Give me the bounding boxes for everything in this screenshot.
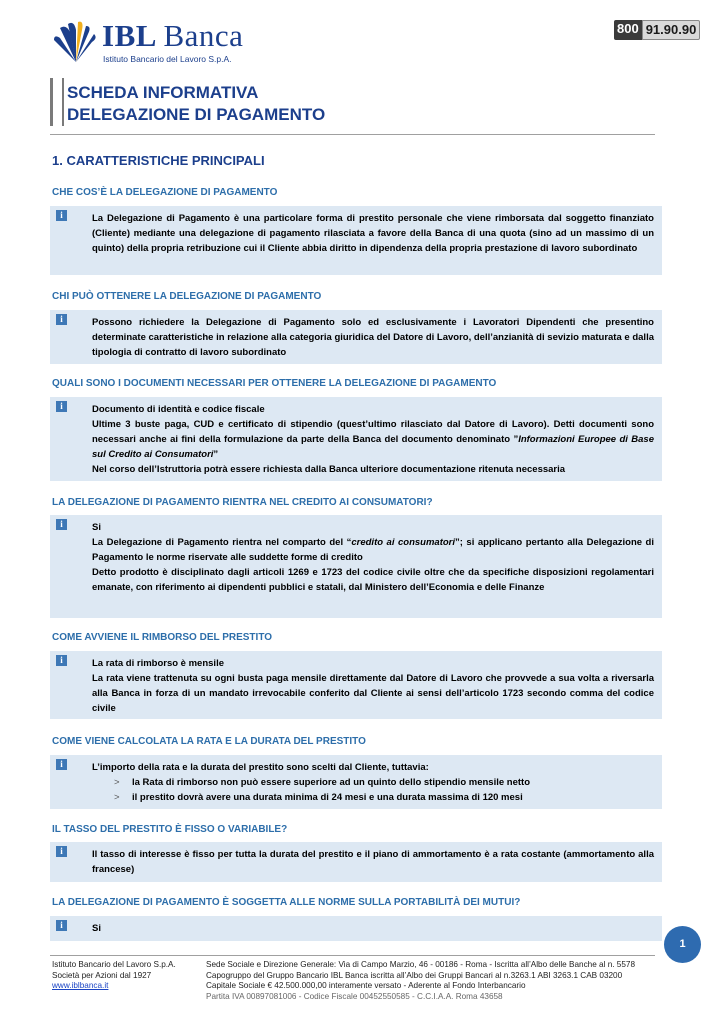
section-title: IL TASSO DEL PRESTITO È FISSO O VARIABILE? [52, 824, 288, 835]
chevron-right-icon: > [114, 777, 120, 788]
chevron-right-icon: > [114, 792, 120, 803]
section-title: LA DELEGAZIONE DI PAGAMENTO È SOGGETTA ALLE NORME SULLA PORTABILITÀ DEI MUTUI? [52, 897, 521, 908]
info-icon: i [56, 759, 67, 770]
section-title: LA DELEGAZIONE DI PAGAMENTO RIENTRA NEL CREDITO AI CONSUMATORI? [52, 497, 433, 508]
info-box: i Il tasso di interesse è fisso per tutta la durata del prestito e il piano di ammortamento è a rata costante (ammortamento alla francese) [50, 842, 662, 882]
list-item: > la Rata di rimborso non può essere superiore ad un quinto dello stipendio mensile netto [114, 777, 530, 788]
title-bars-decoration [50, 78, 64, 126]
logo-wordmark: IBL Banca [102, 18, 244, 53]
footer-divider [50, 955, 655, 956]
section-heading: 1. CARATTERISTICHE PRINCIPALI [52, 153, 265, 168]
info-icon: i [56, 519, 67, 530]
section-title: COME AVVIENE IL RIMBORSO DEL PRESTITO [52, 632, 273, 643]
section-title: CHI PUÒ OTTENERE LA DELEGAZIONE DI PAGAMENTO [52, 291, 322, 302]
info-box: i Possono richiedere la Delegazione di Pagamento solo ed esclusivamente i Lavoratori Dipendenti che presentino determinate caratteristiche in relazione alla categoria giuridica del Datore di Lavoro, dell’anzianità di sevizio maturata e dalla tipologia di contratto di lavoro subordinato [50, 310, 662, 364]
section-title: COME VIENE CALCOLATA LA RATA E LA DURATA DEL PRESTITO [52, 736, 366, 747]
info-box: i L’importo della rata e la durata del prestito sono scelti dal Cliente, tuttavia: > la Rata di rimborso non può essere superiore ad un quinto dello stipendio mensile netto > il prestito dovrà avere una durata minima di 24 mesi e una durata massima di 120 mesi [50, 755, 662, 809]
list-item: > il prestito dovrà avere una durata minima di 24 mesi e una durata massima di 120 mesi [114, 792, 523, 803]
document-title: SCHEDA INFORMATIVA DELEGAZIONE DI PAGAMENTO [67, 83, 326, 124]
info-box: i Documento di identità e codice fiscale Ultime 3 buste paga, CUD e certificato di stipendio (quest’ultimo rilasciato dal Datore di Lavoro). Detti documenti sono necessari anche ai fini della formulazione da parte della Banca del documento denominato ”Informazioni Europee di Base sul Credito ai Consumatori” Nel corso dell’Istruttoria potrà essere richiesta dalla Banca ulteriore documentazione ritenuta necessaria [50, 397, 662, 481]
info-box: i La rata di rimborso è mensile La rata viene trattenuta su ogni busta paga mensile direttamente dal Datore di Lavoro che provvede a sua volta a riversarla alla Banca in forza di un mandato irrevocabile conferito dal Cliente ai sensi dell’articolo 1723 secondo comma del codice civile [50, 651, 662, 719]
ibl-banca-logo [52, 16, 252, 68]
title-divider [50, 134, 655, 135]
website-link[interactable]: www.iblbanca.it [52, 981, 109, 990]
info-box: i La Delegazione di Pagamento è una particolare forma di prestito personale che viene rimborsata dal soggetto finanziato (Cliente) mediante una delegazione di pagamento rilasciata a favore della Banca di una quota (sino ad un massimo di un quinto) della propria retribuzione cui il Cliente abbia diritto in dipendenza della propria prestazione di lavoro subordinato [50, 206, 662, 275]
info-box: i Si [50, 916, 662, 941]
logo-subtitle: Istituto Bancario del Lavoro S.p.A. [103, 54, 232, 64]
logo-fan-icon [52, 18, 100, 64]
info-icon: i [56, 210, 67, 221]
info-icon: i [56, 846, 67, 857]
info-icon: i [56, 655, 67, 666]
info-icon: i [56, 920, 67, 931]
section-title: QUALI SONO I DOCUMENTI NECESSARI PER OTTENERE LA DELEGAZIONE DI PAGAMENTO [52, 378, 497, 389]
phone-number: 91.90.90 [642, 20, 701, 40]
phone-prefix: 800 [614, 20, 642, 40]
page-number: 1 [664, 926, 701, 963]
section-title: CHE COS’È LA DELEGAZIONE DI PAGAMENTO [52, 187, 278, 198]
info-icon: i [56, 314, 67, 325]
footer-left: Istituto Bancario del Lavoro S.p.A. Società per Azioni dal 1927 www.iblbanca.it [52, 960, 176, 990]
footer-right: Sede Sociale e Direzione Generale: Via di Campo Marzio, 46 - 00186 - Roma - Iscritta all’Albo delle Banche al n. 5578 Capogruppo del Gruppo Bancario IBL Banca iscritta all’Albo dei Gruppi Bancari al n.3263.1 ABI 3263.1 CAB 03200 Capitale Sociale € 42.500.000,00 interamente versato - Aderente al Fondo Interbancario Partita IVA 00897081006 - Codice Fiscale 00452550585 - C.C.I.A.A. Roma 43658 [206, 960, 636, 1001]
phone-badge [614, 20, 700, 40]
info-box: i Si La Delegazione di Pagamento rientra nel comparto del “credito ai consumatori”; si applicano pertanto alla Delegazione di Pagamento le norme riservate alle suddette forme di credito Detto prodotto è disciplinato dagli articoli 1269 e 1723 del codice civile oltre che da specifiche disposizioni regolamentari emanate, con riferimento ai dipendenti pubblici e statali, dal Ministero dell’Economia e delle Finanze [50, 515, 662, 618]
info-icon: i [56, 401, 67, 412]
